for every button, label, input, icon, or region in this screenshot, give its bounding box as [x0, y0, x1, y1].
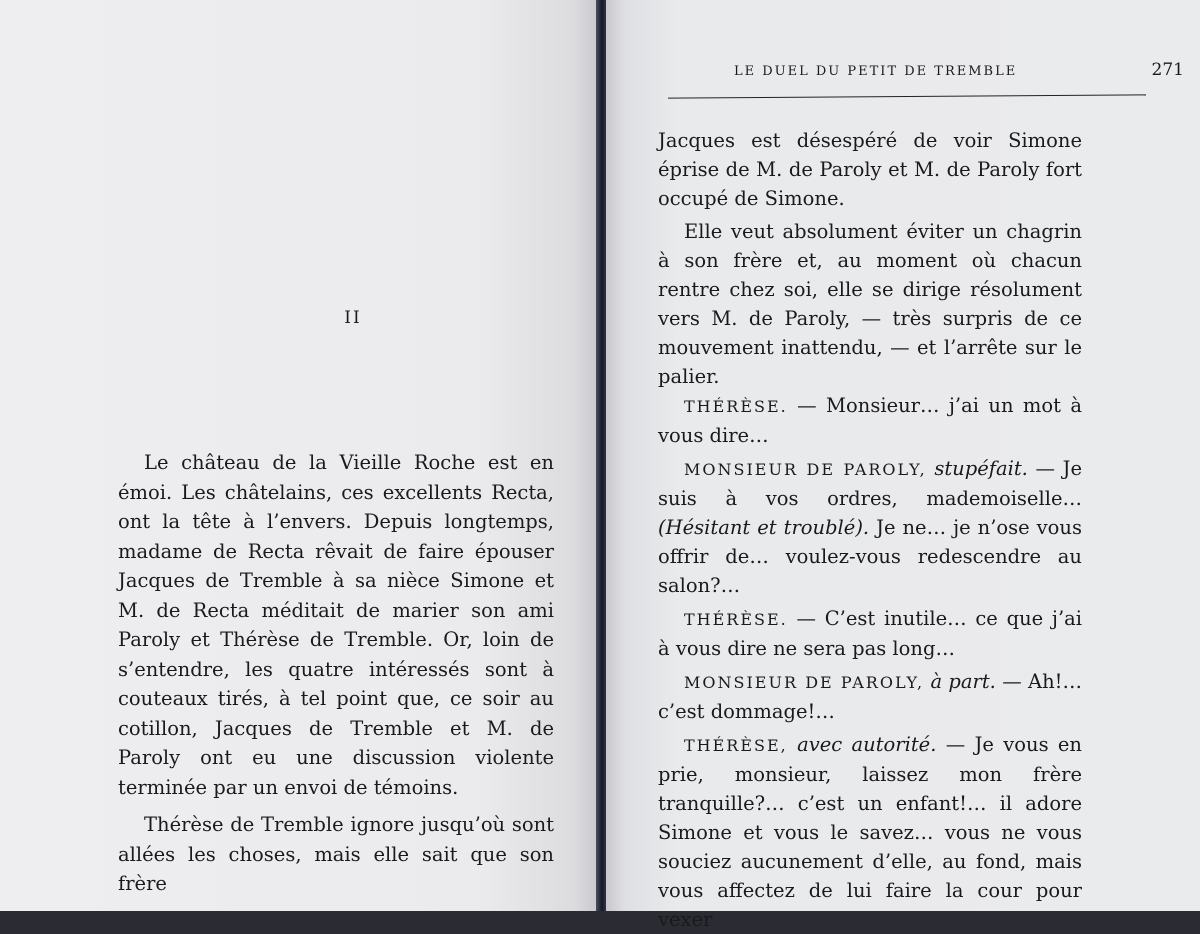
speaker-name: THÉRÈSE.: [684, 397, 788, 416]
dialogue-text: [788, 733, 797, 756]
dialogue-line: [658, 454, 1082, 600]
speaker-name: THÉRÈSE.: [684, 610, 788, 629]
paragraph: Thérèse de Tremble ignore jusqu’où sont allées les choses, mais elle sait que son frère: [118, 813, 554, 895]
dialogue-text: — C’est inutile… ce que j’ai à vous dire ne sera pas long…: [658, 607, 1082, 660]
dialogue-text: — Je vous en prie, monsieur, laissez mon frère tranquille?… c’est un enfant!… il adore Simone et vous le savez… vous ne vous souciez aucunement d’elle, au fond, mais vous affectez de lui faire la cour pour vexer: [658, 733, 1082, 931]
dialogue-text: — Ah!… c’est dommage!…: [658, 670, 1082, 723]
dialogue-line: [658, 667, 1082, 726]
chapter-number: II: [344, 308, 362, 328]
running-head-title: LE DUEL DU PETIT DE TREMBLE: [734, 64, 1018, 79]
speaker-name: MONSIEUR DE PAROLY,: [684, 460, 927, 479]
left-page-body: [118, 448, 554, 899]
dialogue-text: Je ne… je n’ose vous offrir de… voulez-vous redescendre au salon?…: [658, 516, 1082, 597]
stage-direction: à part.: [930, 670, 996, 693]
dialogue-block: [658, 391, 1082, 934]
dialogue-text: — Je suis à vos ordres, mademoiselle…: [658, 457, 1082, 510]
paragraph: Le château de la Vieille Roche est en émoi. Les châtelains, ces excellents Recta, ont la tête à l’envers. Depuis longtemps, madame de Recta rêvait de faire épouser Jacques de Tremble à sa nièce Simone et M. de Recta méditait de marier son ami Paroly et Thérèse de Tremble. Or, loin de s’entendre, les quatre intéressés sont à couteaux tirés, à tel point que, ce soir au cotillon, Jacques de Tremble et M. de Paroly ont eu une discussion violente terminée par un envoi de témoins.: [118, 451, 554, 799]
paragraph: Elle veut absolument éviter un chagrin à son frère et, au moment où chacun rentre chez soi, elle se dirige résolument vers M. de Paroly, — très surpris de ce mouvement inattendu, — et l’arrête sur le palier.: [658, 220, 1082, 388]
page-number: 271: [1151, 60, 1184, 80]
right-page-body: [658, 126, 1082, 934]
header-rule: [668, 94, 1146, 98]
left-page: [0, 0, 598, 911]
right-page: [606, 0, 1200, 931]
dialogue-text: — Monsieur… j’ai un mot à vous dire…: [658, 394, 1082, 447]
dialogue-line: [658, 391, 1082, 450]
speaker-name: THÉRÈSE,: [684, 736, 788, 755]
stage-direction: stupéfait.: [934, 457, 1028, 480]
stage-direction: avec autorité.: [797, 733, 937, 756]
running-head: [734, 60, 1190, 80]
speaker-name: MONSIEUR DE PAROLY,: [684, 673, 925, 692]
dialogue-line: [658, 730, 1082, 934]
dialogue-line: [658, 604, 1082, 663]
stage-direction: (Hésitant et troublé).: [658, 516, 870, 539]
paragraph: Jacques est désespéré de voir Simone éprise de M. de Paroly et M. de Paroly fort occupé de Simone.: [658, 129, 1082, 210]
